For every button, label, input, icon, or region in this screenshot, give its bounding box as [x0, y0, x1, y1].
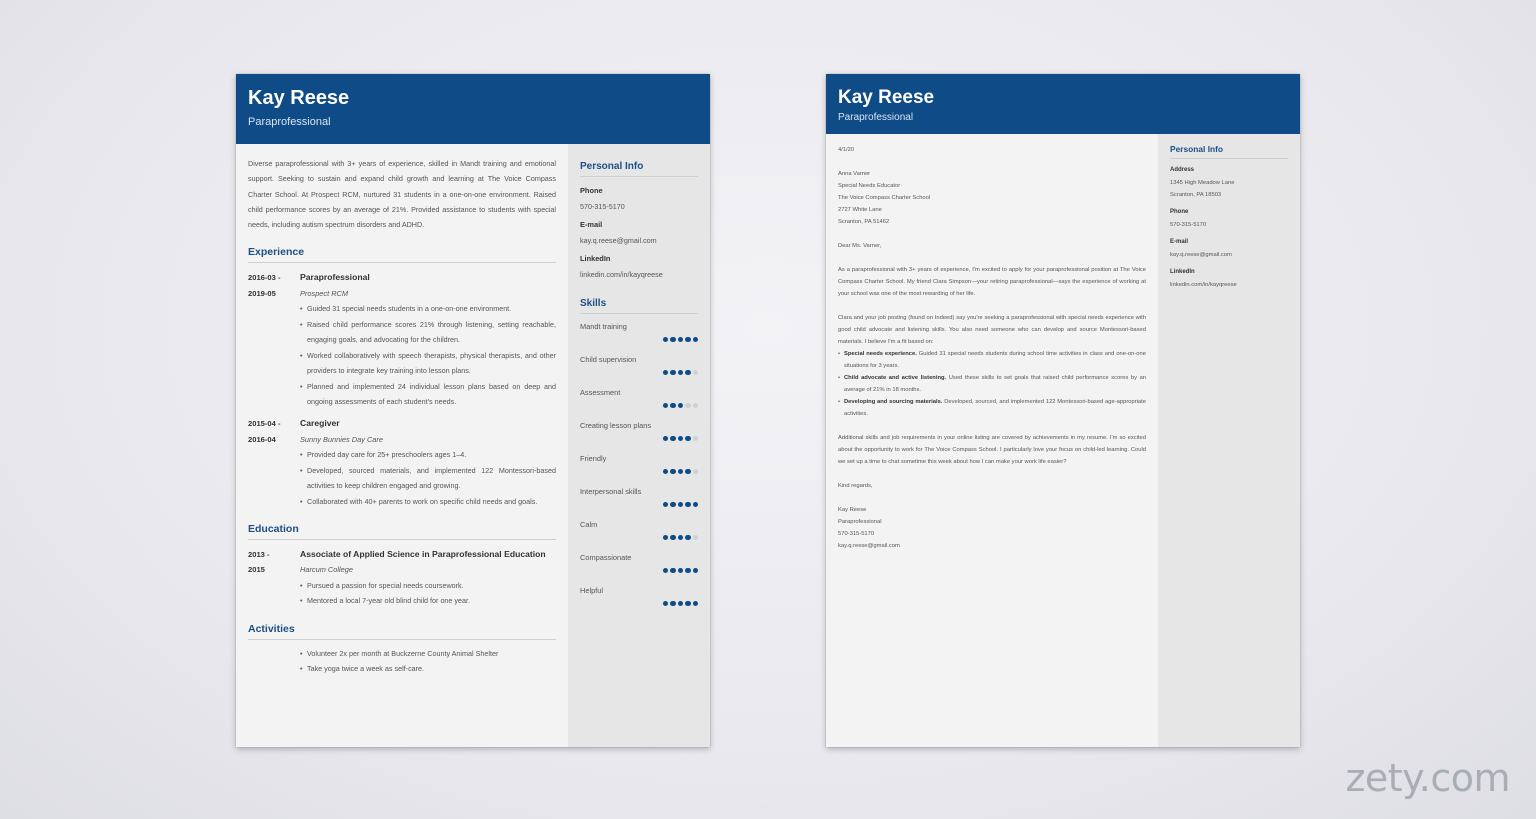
bullet-item: • Guided 31 special needs students in a one-on-one environment. [300, 301, 556, 316]
rating-dot-filled [678, 469, 683, 474]
date-start: 2016-03 - [248, 273, 281, 283]
rating-dot-filled [670, 436, 675, 441]
skill-name: Child supervision [580, 355, 637, 364]
letter-name: Kay Reese [838, 87, 935, 108]
info-value-line: kay.q.reese@gmail.com [1170, 252, 1232, 258]
skill-name: Creating lesson plans [580, 421, 652, 430]
education-organization: Harcum College [300, 565, 353, 575]
rating-dot-filled [693, 337, 698, 342]
experience-bullets [300, 447, 556, 509]
bullet-item: • Worked collaboratively with speech therapists, physical therapists, and other providers to integrate key training into lesson plans. [300, 348, 556, 379]
experience-heading: Experience [248, 246, 556, 263]
rating-dot-filled [663, 568, 668, 573]
bullet-item: • Pursued a passion for special needs coursework. [300, 578, 556, 593]
experience-bullets [300, 301, 556, 409]
rating-dot-filled [678, 337, 683, 342]
letter-body [838, 144, 1146, 564]
rating-dot-empty [693, 370, 698, 375]
recipient-line: Special Needs Educator [838, 183, 901, 189]
letter-paragraph-3: Additional skills and job requirements in your online listing are covered by achievements in my resume. I'm so excited about the opportunity to work for The Voice Compass School. I particularly love your focus on child-led learning. Could we set up a time to chat sometime this week about how I can make your work life easier? [838, 435, 1146, 465]
education-title: Associate of Applied Science in Paraprofessional Education [300, 548, 546, 559]
rating-dot-filled [670, 568, 675, 573]
letter-bullet-text: Guided 31 special needs students during school time activities in class and one-on-one situations for 3 years. [844, 351, 1146, 369]
skill-row [580, 446, 698, 479]
rating-dot-filled [663, 601, 668, 606]
rating-dot-filled [685, 469, 690, 474]
info-value-line: linkedin.com/in/kayqreese [1170, 282, 1237, 288]
letter-bullet-text: Developed, sourced, and implemented 122 Montessori-based age-appropriate activities. [844, 399, 1146, 417]
info-label-linkedin: LinkedIn [580, 254, 611, 263]
signature-line: Paraprofessional [838, 519, 882, 525]
experience-list [248, 270, 556, 508]
skill-name: Calm [580, 520, 598, 529]
skill-name: Assessment [580, 388, 621, 397]
skill-name: Friendly [580, 454, 607, 463]
personal-info-heading: Personal Info [580, 161, 698, 177]
info-label-phone: Phone [580, 186, 603, 195]
rating-dot-filled [670, 535, 675, 540]
skill-row [580, 512, 698, 545]
rating-dot-filled [663, 370, 668, 375]
skill-row [580, 479, 698, 512]
rating-dot-filled [678, 370, 683, 375]
rating-dot-filled [685, 535, 690, 540]
bullet-item: • Provided day care for 25+ preschoolers ages 1–4. [300, 447, 556, 462]
education-heading: Education [248, 523, 556, 540]
experience-title: Paraprofessional [300, 272, 370, 283]
rating-dot-filled [685, 502, 690, 507]
bullet-item: • Planned and implemented 24 individual lesson plans based on deep and ongoing assessments of each student's needs. [300, 379, 556, 410]
date-end: 2015 [248, 565, 265, 575]
rating-dot-filled [685, 436, 690, 441]
letter-greeting: Dear Ms. Varner, [838, 243, 882, 249]
rating-dot-filled [678, 535, 683, 540]
letter-side-column [1170, 144, 1288, 291]
resume-role: Paraprofessional [248, 116, 331, 128]
education-bullets [300, 578, 556, 609]
letter-bullet-item [838, 348, 1146, 372]
rating-dot-filled [685, 370, 690, 375]
skill-name: Compassionate [580, 553, 632, 562]
rating-dot-filled [678, 502, 683, 507]
rating-dot-filled [670, 469, 675, 474]
skill-rating [663, 337, 698, 342]
rating-dot-filled [670, 337, 675, 342]
info-value-line: Scranton, PA 18503 [1170, 192, 1222, 198]
rating-dot-empty [693, 469, 698, 474]
info-value-line: 1345 High Meadow Lane [1170, 180, 1235, 186]
bullet-item: • Developed, sourced materials, and implemented 122 Montessori-based activities to keep children engaged and growing. [300, 463, 556, 494]
letter-info-value-email [1170, 249, 1288, 261]
letter-bullet-item [838, 396, 1146, 420]
recipient-line: Scranton, PA 51462 [838, 219, 890, 225]
skill-rating [663, 601, 698, 606]
rating-dot-empty [693, 436, 698, 441]
experience-entry [248, 270, 556, 409]
letter-info-value-phone [1170, 219, 1288, 231]
experience-title: Caregiver [300, 418, 340, 429]
letter-role: Paraprofessional [838, 112, 914, 123]
rating-dot-filled [663, 469, 668, 474]
rating-dot-filled [678, 568, 683, 573]
skill-rating [663, 568, 698, 573]
skill-rating [663, 469, 698, 474]
letter-info-label-linkedin: LinkedIn [1170, 269, 1195, 275]
resume-summary: Diverse paraprofessional with 3+ years of experience, skilled in Mandt training and emotional support. Seeking to sustain and expand child growth and learning at The Voice Compass Charter School. At Prospect RCM, nurtured 31 students in a one-on-one environment. Raised child performance scores by an average of 21%. Provided assistance to students with special needs, including autism spectrum disorders and ADHD. [248, 159, 556, 230]
activity-item: • Take yoga twice a week as self-care. [300, 661, 556, 676]
info-value-email: kay.q.reese@gmail.com [580, 236, 657, 245]
signature-line: kay.q.reese@gmail.com [838, 543, 900, 549]
skill-rating [663, 535, 698, 540]
rating-dot-filled [678, 436, 683, 441]
skill-name: Helpful [580, 586, 604, 595]
letter-bullet-bold: Special needs experience. [844, 351, 917, 357]
rating-dot-empty [693, 535, 698, 540]
skill-row [580, 578, 698, 611]
experience-entry-body [300, 270, 556, 409]
rating-dot-filled [685, 568, 690, 573]
resume-document [236, 74, 710, 747]
letter-closing: Kind regards, [838, 483, 873, 489]
bullet-item: • Mentored a local 7-year old blind child for one year. [300, 593, 556, 608]
rating-dot-filled [693, 568, 698, 573]
rating-dot-filled [685, 601, 690, 606]
resume-name: Kay Reese [248, 87, 350, 109]
skill-row [580, 380, 698, 413]
letter-info-label-email: E-mail [1170, 239, 1189, 245]
education-entry [248, 547, 556, 609]
date-end: 2016-04 [248, 434, 276, 444]
letter-bullet-bold: Child advocate and active listening. [844, 375, 947, 381]
bullet-item: • Collaborated with 40+ parents to work on specific child needs and goals. [300, 494, 556, 509]
info-value-line: 570-315-5170 [1170, 222, 1207, 228]
rating-dot-filled [670, 502, 675, 507]
experience-organization: Prospect RCM [300, 288, 349, 298]
experience-dates [248, 270, 300, 409]
rating-dot-filled [670, 403, 675, 408]
rating-dot-filled [663, 436, 668, 441]
recipient-line: 2727 White Lane [838, 207, 882, 213]
education-entry-body [300, 547, 556, 609]
info-value-linkedin: linkedin.com/in/kayqreese [580, 270, 663, 279]
letter-recipient [838, 168, 1146, 228]
letter-bullet-bold: Developing and sourcing materials. [844, 399, 943, 405]
info-label-email: E-mail [580, 220, 603, 229]
skills-heading: Skills [580, 298, 698, 314]
letter-date: 4/1/20 [838, 147, 855, 153]
skill-rating [663, 403, 698, 408]
letter-bullet-item [838, 372, 1146, 396]
letter-info-value-address [1170, 177, 1288, 201]
signature-line: Kay Reese [838, 507, 867, 513]
activities-heading: Activities [248, 623, 556, 640]
rating-dot-filled [678, 403, 683, 408]
letter-bullet-text: Used these skills to set goals that raised child performance scores by an average of 21% in 18 months. [844, 375, 1147, 393]
skill-row [580, 314, 698, 347]
skill-rating [663, 502, 698, 507]
skill-rating [663, 370, 698, 375]
resume-side-column [580, 144, 698, 611]
letter-bullet-list [838, 348, 1146, 420]
activities-list [300, 646, 556, 677]
rating-dot-filled [670, 370, 675, 375]
rating-dot-filled [663, 535, 668, 540]
personal-info-list [580, 186, 698, 279]
rating-dot-filled [663, 337, 668, 342]
letter-personal-info-heading: Personal Info [1170, 144, 1288, 159]
recipient-line: Anna Varner [838, 171, 871, 177]
letter-paragraph-1: As a paraprofessional with 3+ years of experience, I'm excited to apply for your paraprofessional position at The Voice Compass Charter School. My friend Clara Simpson—your retiring paraprofessional—says the experience of working at your school was one of the most rewarding of her life. [838, 267, 1146, 297]
signature-line: 570-315-5170 [838, 531, 875, 537]
rating-dot-filled [693, 502, 698, 507]
skills-list [580, 314, 698, 611]
skill-name: Mandt training [580, 322, 627, 331]
skill-row [580, 413, 698, 446]
skill-row [580, 347, 698, 380]
experience-organization: Sunny Bunnies Day Care [300, 434, 383, 444]
letter-info-label-address: Address [1170, 167, 1195, 173]
education-dates [248, 547, 300, 609]
activity-item: • Volunteer 2x per month at Buckzerne County Animal Shelter [300, 646, 556, 661]
recipient-line: The Voice Compass Charter School [838, 195, 931, 201]
letter-personal-info-list [1170, 167, 1288, 291]
cover-letter-document [826, 74, 1300, 747]
skill-row [580, 545, 698, 578]
experience-dates [248, 416, 300, 509]
rating-dot-filled [678, 601, 683, 606]
skill-name: Interpersonal skills [580, 487, 642, 496]
letter-info-label-phone: Phone [1170, 209, 1189, 215]
bullet-item: • Raised child performance scores 21% through listening, setting reachable, engaging goals, and advocating for the children. [300, 317, 556, 348]
rating-dot-filled [663, 403, 668, 408]
info-value-phone: 570-315-5170 [580, 202, 625, 211]
resume-main-column [248, 144, 556, 677]
resume-header [236, 74, 710, 144]
rating-dot-empty [685, 403, 690, 408]
experience-entry [248, 416, 556, 509]
letter-header [826, 74, 1300, 134]
rating-dot-filled [663, 502, 668, 507]
letter-info-value-linkedin [1170, 279, 1288, 291]
zety-logo: zety.com [1345, 756, 1510, 800]
rating-dot-filled [670, 601, 675, 606]
letter-signature [838, 504, 1146, 552]
letter-paragraph-2: Clara and your job posting (found on Indeed) say you're seeking a paraprofessional with special needs experience with good child advocate and listening skills. You also need someone who can develop and source Montessori-based materials. I believe I'm a fit based on: [838, 315, 1146, 345]
education-list [248, 547, 556, 609]
rating-dot-filled [693, 601, 698, 606]
rating-dot-empty [693, 403, 698, 408]
date-end: 2019-05 [248, 288, 276, 298]
rating-dot-filled [685, 337, 690, 342]
date-start: 2013 - [248, 549, 270, 559]
experience-entry-body [300, 416, 556, 509]
skill-rating [663, 436, 698, 441]
date-start: 2015-04 - [248, 419, 281, 429]
